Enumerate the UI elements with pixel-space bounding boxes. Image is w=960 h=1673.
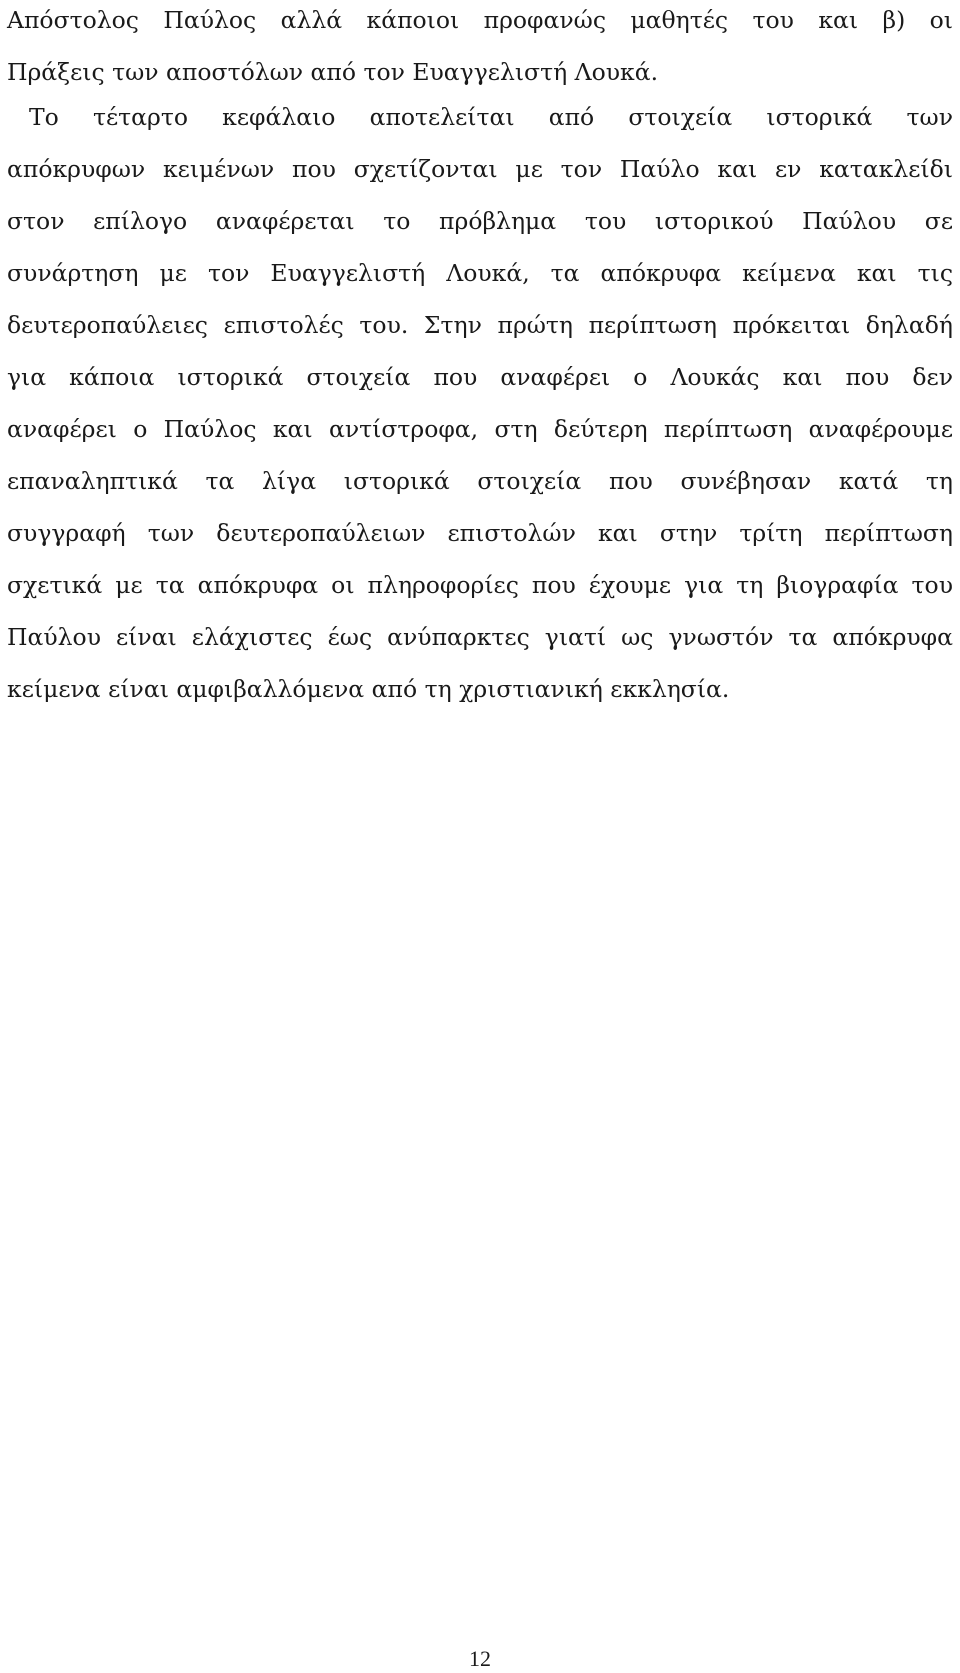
text-line-12: σχετικά με τα απόκρυφα οι πληροφορίες που έχουμε για τη βιογραφία του [7,571,953,599]
text-line-1: Απόστολος Παύλος αλλά κάποιοι προφανώς μαθητές του και β) οι [7,6,953,34]
page-number: 12 [469,1646,491,1671]
text-line-11: συγγραφή των δευτεροπαύλειων επιστολών και στην τρίτη περίπτωση [7,519,953,547]
text-line-2: Πράξεις των αποστόλων από τον Ευαγγελιστή Λουκά. [7,58,659,86]
text-line-8: για κάποια ιστορικά στοιχεία που αναφέρει ο Λουκάς και που δεν [7,363,953,391]
text-line-14: κείμενα είναι αμφιβαλλόμενα από τη χριστιανική εκκλησία. [7,675,730,703]
text-line-6: συνάρτηση με τον Ευαγγελιστή Λουκά, τα απόκρυφα κείμενα και τις [7,259,953,287]
text-line-5: στον επίλογο αναφέρεται το πρόβλημα του ιστορικού Παύλου σε [7,207,953,235]
text-line-9: αναφέρει ο Παύλος και αντίστροφα, στη δεύτερη περίπτωση αναφέρουμε [7,415,953,443]
text-line-7: δευτεροπαύλειες επιστολές του. Στην πρώτη περίπτωση πρόκειται δηλαδή [7,311,953,339]
text-line-3: Το τέταρτο κεφάλαιο αποτελείται από στοιχεία ιστορικά των [29,103,953,131]
text-line-13: Παύλου είναι ελάχιστες έως ανύπαρκτες γιατί ως γνωστόν τα απόκρυφα [7,623,953,651]
text-line-4: απόκρυφων κειμένων που σχετίζονται με τον Παύλο και εν κατακλείδι [7,155,953,183]
text-line-10: επαναληπτικά τα λίγα ιστορικά στοιχεία που συνέβησαν κατά τη [7,467,953,495]
